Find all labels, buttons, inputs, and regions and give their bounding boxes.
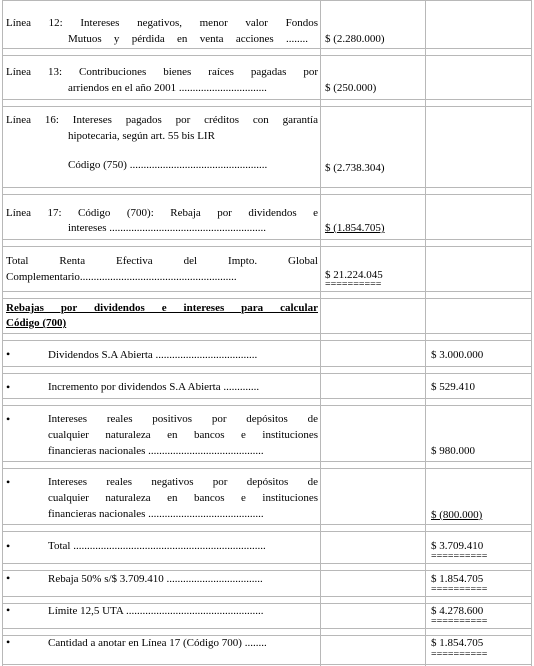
item-negativos-line1: Intereses reales negativos por depósitos de <box>48 476 318 488</box>
item-limite-amount: $ 4.278.600 <box>431 605 484 617</box>
linea-17-line2: intereses ......................................................... <box>68 222 266 234</box>
item-rebaja-label: Rebaja 50% s/$ 3.709.410 ................................... <box>48 573 263 585</box>
item-positivos-line2: cualquier naturaleza en bancos e instituciones <box>48 429 318 441</box>
linea-12-line2: Mutuos y pérdida en venta acciones ........ <box>68 33 308 45</box>
bullet-icon: • <box>6 347 11 361</box>
total-renta-amount: $ 21.224.045 <box>325 269 383 281</box>
item-total-double-rule: ========== <box>431 551 488 562</box>
linea-13-amount: $ (250.000) <box>325 82 377 94</box>
item-total-amount: $ 3.709.410 <box>431 540 484 552</box>
item-cantidad-amount: $ 1.854.705 <box>431 637 484 649</box>
linea-16-amount: $ (2.738.304) <box>325 162 385 174</box>
bullet-icon: • <box>6 635 11 649</box>
bullet-icon: • <box>6 571 11 585</box>
item-cantidad-double-rule: ========== <box>431 649 488 660</box>
item-dividendos-amount: $ 3.000.000 <box>431 349 484 361</box>
item-positivos-line1: Intereses reales positivos por depósitos de <box>48 413 318 425</box>
item-rebaja-double-rule: ========== <box>431 584 488 595</box>
section-title-line1: Rebajas por dividendos e intereses para calcular <box>6 302 318 314</box>
total-renta-double-rule: ========== <box>325 279 382 290</box>
linea-12-line1: Línea 12: Intereses negativos, menor valor Fondos <box>6 17 318 29</box>
item-incremento-amount: $ 529.410 <box>431 381 475 393</box>
section-title-line2: Código (700) <box>6 317 67 329</box>
linea-17-amount: $ (1.854.705) <box>325 222 385 234</box>
bullet-icon: • <box>6 603 11 617</box>
linea-16-line2: hipotecaria, según art. 55 bis LIR <box>68 130 215 142</box>
item-cantidad-label: Cantidad a anotar en Línea 17 (Código 700) ........ <box>48 637 267 649</box>
item-limite-double-rule: ========== <box>431 616 488 627</box>
item-incremento-label: Incremento por dividendos S.A Abierta ............. <box>48 381 260 393</box>
item-total-label: Total ...................................................................... <box>48 540 266 552</box>
bullet-icon: • <box>6 539 11 553</box>
linea-12-amount: $ (2.280.000) <box>325 33 385 45</box>
item-negativos-line3: financieras nacionales .......................................... <box>48 508 264 520</box>
item-limite-label: Límite 12,5 UTA .................................................. <box>48 605 264 617</box>
total-renta-line2: Complementario......................................................... <box>6 271 237 283</box>
item-negativos-line2: cualquier naturaleza en bancos e instituciones <box>48 492 318 504</box>
linea-13-line1: Línea 13: Contribuciones bienes raíces pagadas por <box>6 66 318 78</box>
total-renta-line1: Total Renta Efectiva del Impto. Global <box>6 255 318 267</box>
bullet-icon: • <box>6 412 11 426</box>
linea-16-line3: Código (750) .................................................. <box>68 159 268 171</box>
bullet-icon: • <box>6 380 11 394</box>
item-positivos-amount: $ 980.000 <box>431 445 475 457</box>
item-rebaja-amount: $ 1.854.705 <box>431 573 484 585</box>
linea-16-line1: Línea 16: Intereses pagados por créditos con garantía <box>6 114 318 126</box>
item-dividendos-label: Dividendos S.A Abierta ..................................... <box>48 349 258 361</box>
item-positivos-line3: financieras nacionales .......................................... <box>48 445 264 457</box>
item-negativos-amount: $ (800.000) <box>431 509 483 521</box>
bullet-icon: • <box>6 475 11 489</box>
linea-13-line2: arriendos en el año 2001 ................................ <box>68 82 267 94</box>
linea-17-line1: Línea 17: Código (700): Rebaja por dividendos e <box>6 207 318 219</box>
